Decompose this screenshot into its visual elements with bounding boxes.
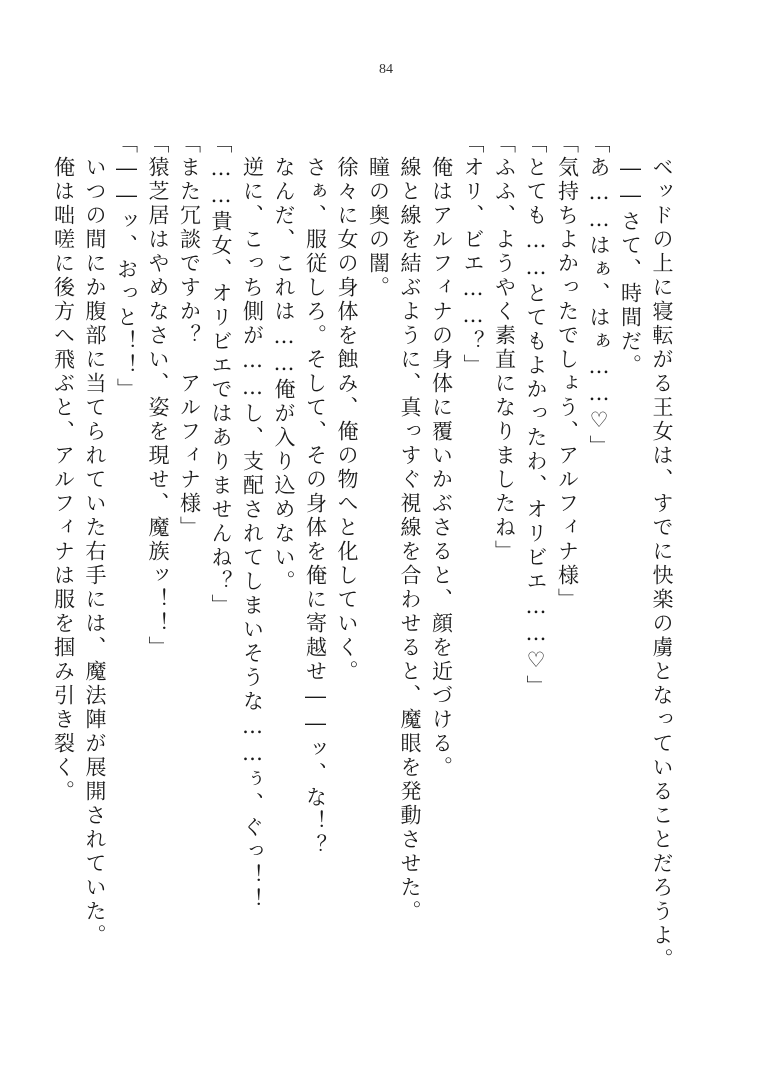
text-line: 徐々に女の身体を蝕み、俺の物へと化していく。	[335, 132, 359, 684]
text-line: 「オリ、ビエ……？」	[461, 132, 485, 378]
text-line: 瞳の奥の闇。	[366, 132, 391, 300]
text-line: なんだ、これは……俺が入り込めない。	[272, 132, 296, 594]
novel-body-text	[47, 132, 677, 972]
text-line: いつの間にか腹部に当てられていた右手には、魔法陣が展開されていた。	[83, 132, 107, 948]
text-line: ――さて、時間だ。	[618, 132, 643, 378]
text-line: 逆に、こっち側が……し、支配されてしまいそうな……ぅ、ぐっ！！	[240, 132, 265, 912]
text-line: 「……貴女、オリビエではありませんね？」	[209, 132, 233, 618]
text-line: 「気持ちよかったでしょう、アルフィナ様」	[555, 132, 580, 612]
text-line: さぁ、服従しろ。そして、その身体を俺に寄越せ――ッ、な！？	[303, 132, 328, 858]
text-line: 「とても……とてもよかったわ、オリビエ……♡」	[524, 132, 548, 699]
text-line: 「ふふ、ようやく素直になりましたね」	[492, 132, 517, 564]
text-line: 俺は咄嗟に後方へ飛ぶと、アルフィナは服を掴み引き裂く。	[51, 132, 76, 804]
text-line: 俺はアルフィナの身体に覆いかぶさると、顔を近づける。	[429, 132, 454, 780]
page-number: 84	[379, 62, 393, 77]
text-line: 「猿芝居はやめなさい、姿を現せ、魔族ッ！！」	[146, 132, 170, 660]
text-line: 「――ッ、おっと！！」	[114, 132, 139, 402]
text-line: 「あ……はぁ、はぁ……♡」	[587, 132, 611, 459]
text-line: 線と線を結ぶように、真っすぐ視線を合わせると、魔眼を発動させた。	[398, 132, 422, 924]
text-line: ベッドの上に寝転がる王女は、すでに快楽の虜となっていることだろうよ。	[650, 132, 674, 972]
text-line: 「また冗談ですか？ アルフィナ様」	[177, 132, 202, 540]
